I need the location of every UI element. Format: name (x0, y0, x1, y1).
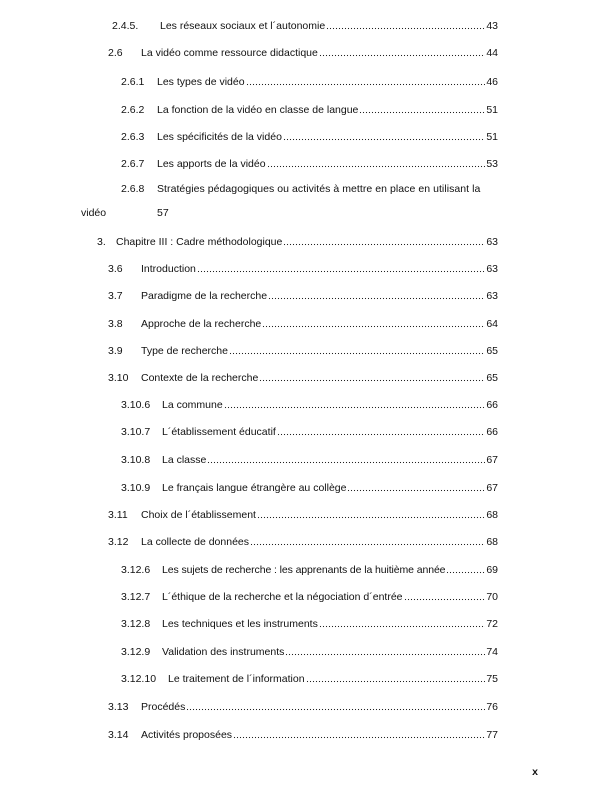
toc-entry-title: Approche de la recherche (141, 318, 262, 330)
toc-entry-number: 3.12.10 (121, 673, 157, 685)
toc-entry-title-continued: vidéo (81, 207, 107, 219)
toc-dot-leader (306, 673, 486, 683)
toc-entry-page: 68 (486, 509, 498, 521)
toc-entry-page: 63 (486, 290, 498, 302)
toc-dot-leader (347, 482, 485, 492)
toc-entry-title: Procédés (141, 701, 186, 713)
toc-entry-number: 2.6 (108, 47, 123, 59)
toc-dot-leader (359, 104, 485, 114)
toc-entry-page: 57 (157, 207, 169, 219)
toc-entry-title: Activités proposées (141, 729, 233, 741)
toc-dot-leader (246, 76, 486, 86)
toc-entry (121, 643, 498, 659)
toc-entry-title: L´éthique de la recherche et la négociation d´entrée (162, 591, 403, 603)
toc-entry (121, 101, 498, 117)
toc-entry-page: 63 (486, 263, 498, 275)
toc-entry (108, 44, 498, 60)
toc-entry (108, 315, 498, 331)
toc-entry-title: Les apports de la vidéo (157, 158, 266, 170)
toc-entry-title: Les types de vidéo (157, 76, 245, 88)
toc-entry-page: 51 (486, 104, 498, 116)
toc-entry-number: 3. (97, 236, 106, 248)
toc-entry-number: 3.10.7 (121, 426, 151, 438)
toc-dot-leader (197, 263, 485, 273)
toc-dot-leader (262, 318, 485, 328)
toc-entry-page: 46 (486, 76, 498, 88)
toc-entry-page: 67 (486, 482, 498, 494)
toc-entry-title: La vidéo comme ressource didactique (141, 47, 318, 59)
toc-entry-number: 3.10.6 (121, 399, 151, 411)
toc-entry-number: 3.12.6 (121, 564, 151, 576)
toc-entry-page: 51 (486, 131, 498, 143)
toc-entry (121, 396, 498, 412)
toc-entry-number: 2.6.7 (121, 158, 145, 170)
toc-entry (121, 670, 498, 686)
toc-entry-title: La commune (162, 399, 223, 411)
toc-entry-page: 65 (486, 345, 498, 357)
toc-entry-number: 3.14 (108, 729, 129, 741)
toc-entry-title: Le traitement de l´information (168, 673, 305, 685)
toc-entry (121, 128, 498, 144)
toc-entry-number: 2.6.8 (121, 183, 145, 195)
toc-entry (121, 451, 498, 467)
toc-entry (108, 369, 498, 385)
toc-dot-leader (257, 509, 485, 519)
toc-entry (121, 588, 498, 604)
toc-entry-page: 76 (486, 701, 498, 713)
toc-dot-leader (283, 131, 485, 141)
toc-dot-leader (277, 426, 485, 436)
toc-entry-page: 69 (486, 564, 498, 576)
toc-entry-title: Stratégies pédagogiques ou activités à mettre en place en utilisant la (157, 183, 481, 195)
toc-entry-title: Validation des instruments (162, 646, 285, 658)
toc-entry (97, 233, 498, 249)
toc-entry (108, 698, 498, 714)
toc-entry-page: 68 (486, 536, 498, 548)
toc-entry (108, 533, 498, 549)
toc-entry-title: Introduction (141, 263, 196, 275)
toc-entry-number: 3.7 (108, 290, 123, 302)
toc-entry (112, 17, 498, 33)
toc-entry-title: Les techniques et les instruments (162, 618, 318, 630)
toc-dot-leader (250, 536, 485, 546)
toc-dot-leader (319, 618, 485, 628)
toc-entry-title: Paradigme de la recherche (141, 290, 268, 302)
toc-dot-leader (229, 345, 485, 355)
toc-entry-title: Type de recherche (141, 345, 228, 357)
toc-dot-leader (446, 564, 485, 574)
toc-entry-number: 3.12.7 (121, 591, 151, 603)
toc-entry-title: Le français langue étrangère au collège (162, 482, 347, 494)
toc-dot-leader (326, 20, 485, 30)
toc-entry (121, 561, 498, 577)
toc-entry-title: La fonction de la vidéo en classe de langue (157, 104, 359, 116)
toc-entry-number: 2.6.1 (121, 76, 145, 88)
toc-entry-number: 3.12.8 (121, 618, 151, 630)
toc-entry-number: 3.12 (108, 536, 129, 548)
toc-entry-number: 3.13 (108, 701, 129, 713)
toc-dot-leader (285, 646, 485, 656)
toc-entry-number: 2.4.5. (112, 20, 139, 32)
toc-entry-page: 64 (486, 318, 498, 330)
toc-entry-page: 53 (486, 158, 498, 170)
toc-entry-page: 72 (486, 618, 498, 630)
toc-entry-number: 2.6.2 (121, 104, 145, 116)
toc-entry (121, 479, 498, 495)
toc-entry-number: 3.10.8 (121, 454, 151, 466)
toc-entry-number: 3.11 (108, 509, 128, 521)
toc-entry (108, 506, 498, 522)
toc-entry-page: 66 (486, 399, 498, 411)
toc-entry (108, 726, 498, 742)
toc-entry-wrapped (81, 182, 498, 222)
toc-entry (108, 260, 498, 276)
toc-dot-leader (186, 701, 485, 711)
toc-dot-leader (319, 47, 485, 57)
toc-entry-title: Chapitre III : Cadre méthodologique (116, 236, 283, 248)
toc-dot-leader (233, 729, 485, 739)
toc-entry (121, 615, 498, 631)
toc-entry-title: La collecte de données (141, 536, 249, 548)
toc-entry-title: Choix de l´établissement (141, 509, 256, 521)
toc-entry-page: 75 (486, 673, 498, 685)
toc-entry-number: 3.6 (108, 263, 123, 275)
toc-entry-page: 44 (486, 47, 498, 59)
toc-entry-page: 67 (486, 454, 498, 466)
toc-entry (121, 155, 498, 171)
toc-dot-leader (267, 158, 486, 168)
toc-entry-page: 63 (486, 236, 498, 248)
page-number-marker: x (532, 766, 538, 778)
toc-entry-page: 77 (486, 729, 498, 741)
toc-entry-title: L´établissement éducatif (162, 426, 276, 438)
toc-entry-title: Les spécificités de la vidéo (157, 131, 282, 143)
toc-dot-leader (283, 236, 485, 246)
toc-entry-page: 66 (486, 426, 498, 438)
toc-entry-title: Les réseaux sociaux et l´autonomie (160, 20, 326, 32)
toc-entry-page: 70 (486, 591, 498, 603)
toc-dot-leader (224, 399, 486, 409)
toc-entry-number: 3.9 (108, 345, 123, 357)
toc-entry-number: 3.12.9 (121, 646, 151, 658)
toc-entry-number: 3.8 (108, 318, 123, 330)
toc-entry-number: 2.6.3 (121, 131, 145, 143)
toc-dot-leader (207, 454, 485, 464)
toc-entry-number: 3.10 (108, 372, 129, 384)
toc-entry-page: 43 (486, 20, 498, 32)
toc-dot-leader (268, 290, 485, 300)
toc-entry-number: 3.10.9 (121, 482, 151, 494)
toc-entry-title: La classe (162, 454, 207, 466)
toc-entry-page: 65 (486, 372, 498, 384)
toc-entry (121, 73, 498, 89)
toc-entry-title: Contexte de la recherche (141, 372, 259, 384)
toc-entry-page: 74 (486, 646, 498, 658)
toc-entry (121, 423, 498, 439)
toc-dot-leader (259, 372, 485, 382)
toc-dot-leader (404, 591, 486, 601)
toc-entry (108, 287, 498, 303)
toc-entry (108, 342, 498, 358)
toc-entry-title: Les sujets de recherche : les apprenants de la huitième année (162, 564, 446, 576)
